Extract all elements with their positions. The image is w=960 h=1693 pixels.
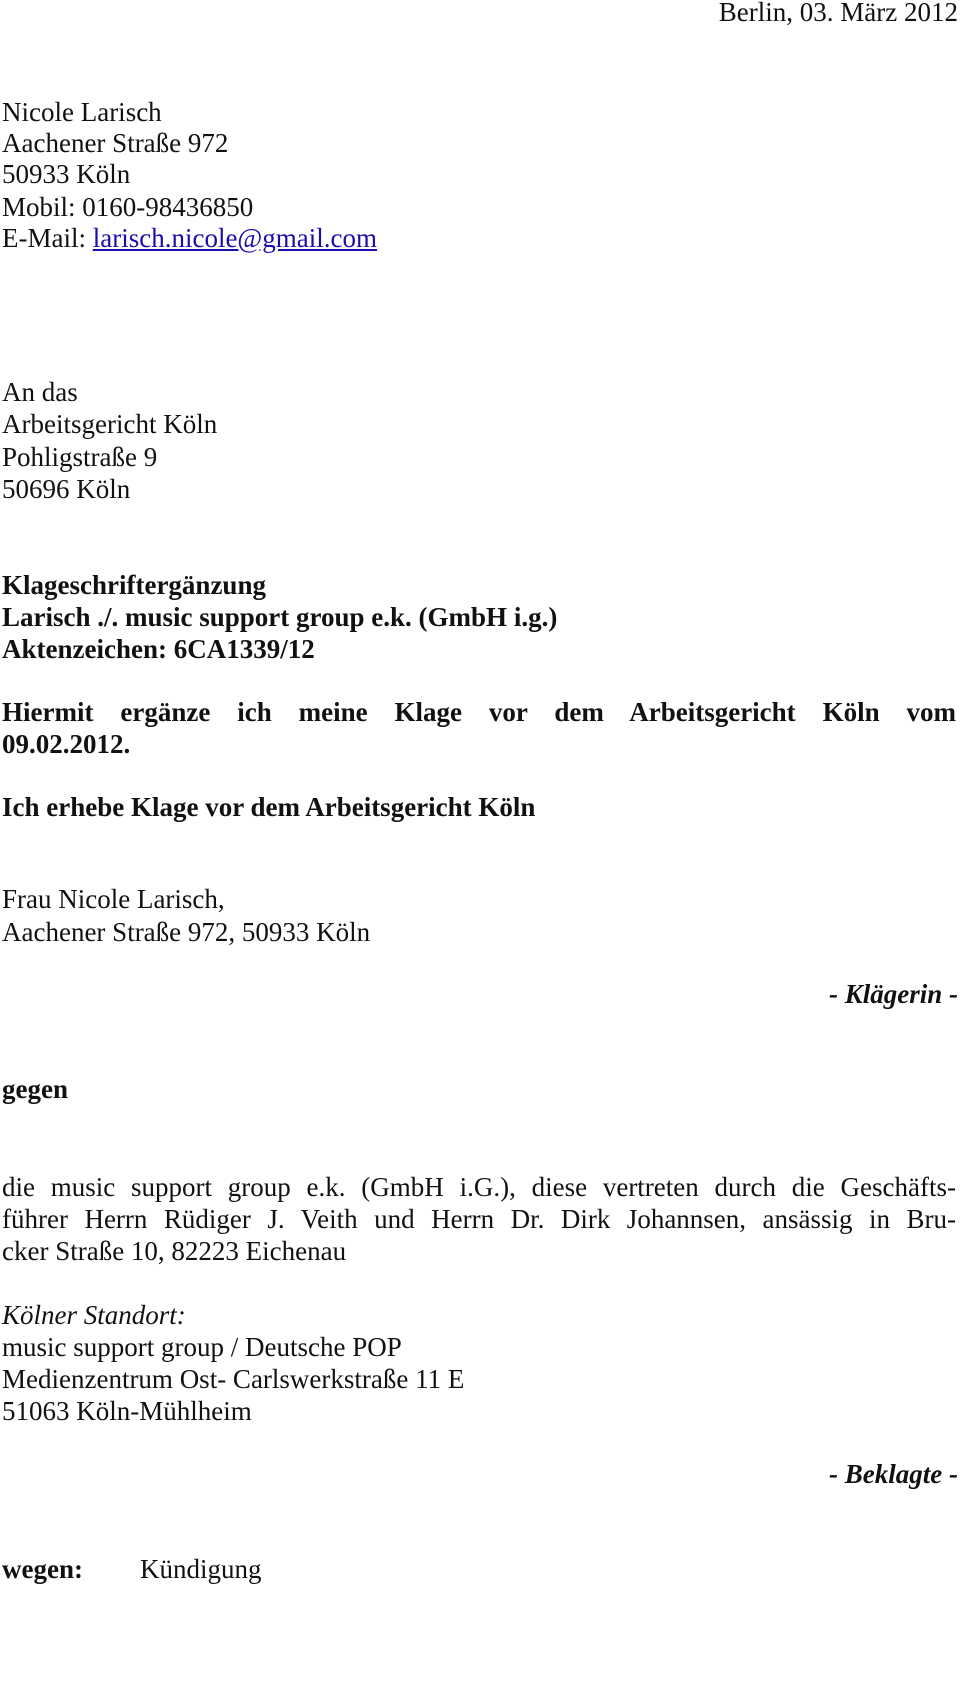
intro-line-1: Hiermit ergänze ich meine Klage vor dem Arbeitsgericht Köln vom: [2, 697, 956, 727]
reason-row: [2, 1552, 952, 1586]
sender-name: Nicole Larisch: [2, 97, 162, 127]
location-line-1: music support group / Deutsche POP: [2, 1332, 402, 1362]
sender-mobile: Mobil: 0160-98436850: [2, 192, 254, 222]
defendant-role: - Beklagte -: [829, 1459, 958, 1489]
defendant-line-2: führer Herrn Rüdiger J. Veith und Herrn Dr. Dirk Johannsen, ansässig in Bru-: [2, 1204, 956, 1234]
letter-date: Berlin, 03. März 2012: [718, 0, 958, 27]
recipient-line-3: Pohligstraße 9: [2, 442, 158, 472]
sender-email-label: E-Mail:: [2, 223, 93, 253]
recipient-line-1: An das: [2, 377, 78, 407]
location-line-2: Medienzentrum Ost- Carlswerkstraße 11 E: [2, 1364, 465, 1394]
plaintiff-address: Aachener Straße 972, 50933 Köln: [2, 917, 371, 947]
plaintiff-role: - Klägerin -: [828, 979, 958, 1009]
subject-title: Klageschriftergänzung: [2, 570, 266, 600]
location-label: Kölner Standort:: [2, 1300, 186, 1330]
location-line-3: 51063 Köln-Mühlheim: [2, 1396, 252, 1426]
subject-case-number: Aktenzeichen: 6CA1339/12: [2, 634, 315, 664]
subject-parties: Larisch ./. music support group e.k. (GmbH i.g.): [2, 602, 558, 632]
sender-street: Aachener Straße 972: [2, 128, 229, 158]
sender-email-line: [2, 221, 377, 255]
plaintiff-name: Frau Nicole Larisch,: [2, 884, 225, 914]
sender-city: 50933 Köln: [2, 159, 131, 189]
defendant-line-3: cker Straße 10, 82223 Eichenau: [2, 1236, 347, 1266]
against-label: gegen: [2, 1074, 68, 1104]
claim-heading: Ich erhebe Klage vor dem Arbeitsgericht Köln: [2, 792, 536, 822]
intro-line-2: 09.02.2012.: [2, 729, 131, 759]
recipient-line-4: 50696 Köln: [2, 474, 131, 504]
reason-value: Kündigung: [140, 1554, 262, 1584]
sender-email-link[interactable]: larisch.nicole@gmail.com: [92, 223, 378, 253]
defendant-line-1: die music support group e.k. (GmbH i.G.), diese vertreten durch die Geschäfts-: [2, 1172, 956, 1202]
recipient-line-2: Arbeitsgericht Köln: [2, 409, 218, 439]
reason-label: wegen:: [2, 1554, 83, 1584]
